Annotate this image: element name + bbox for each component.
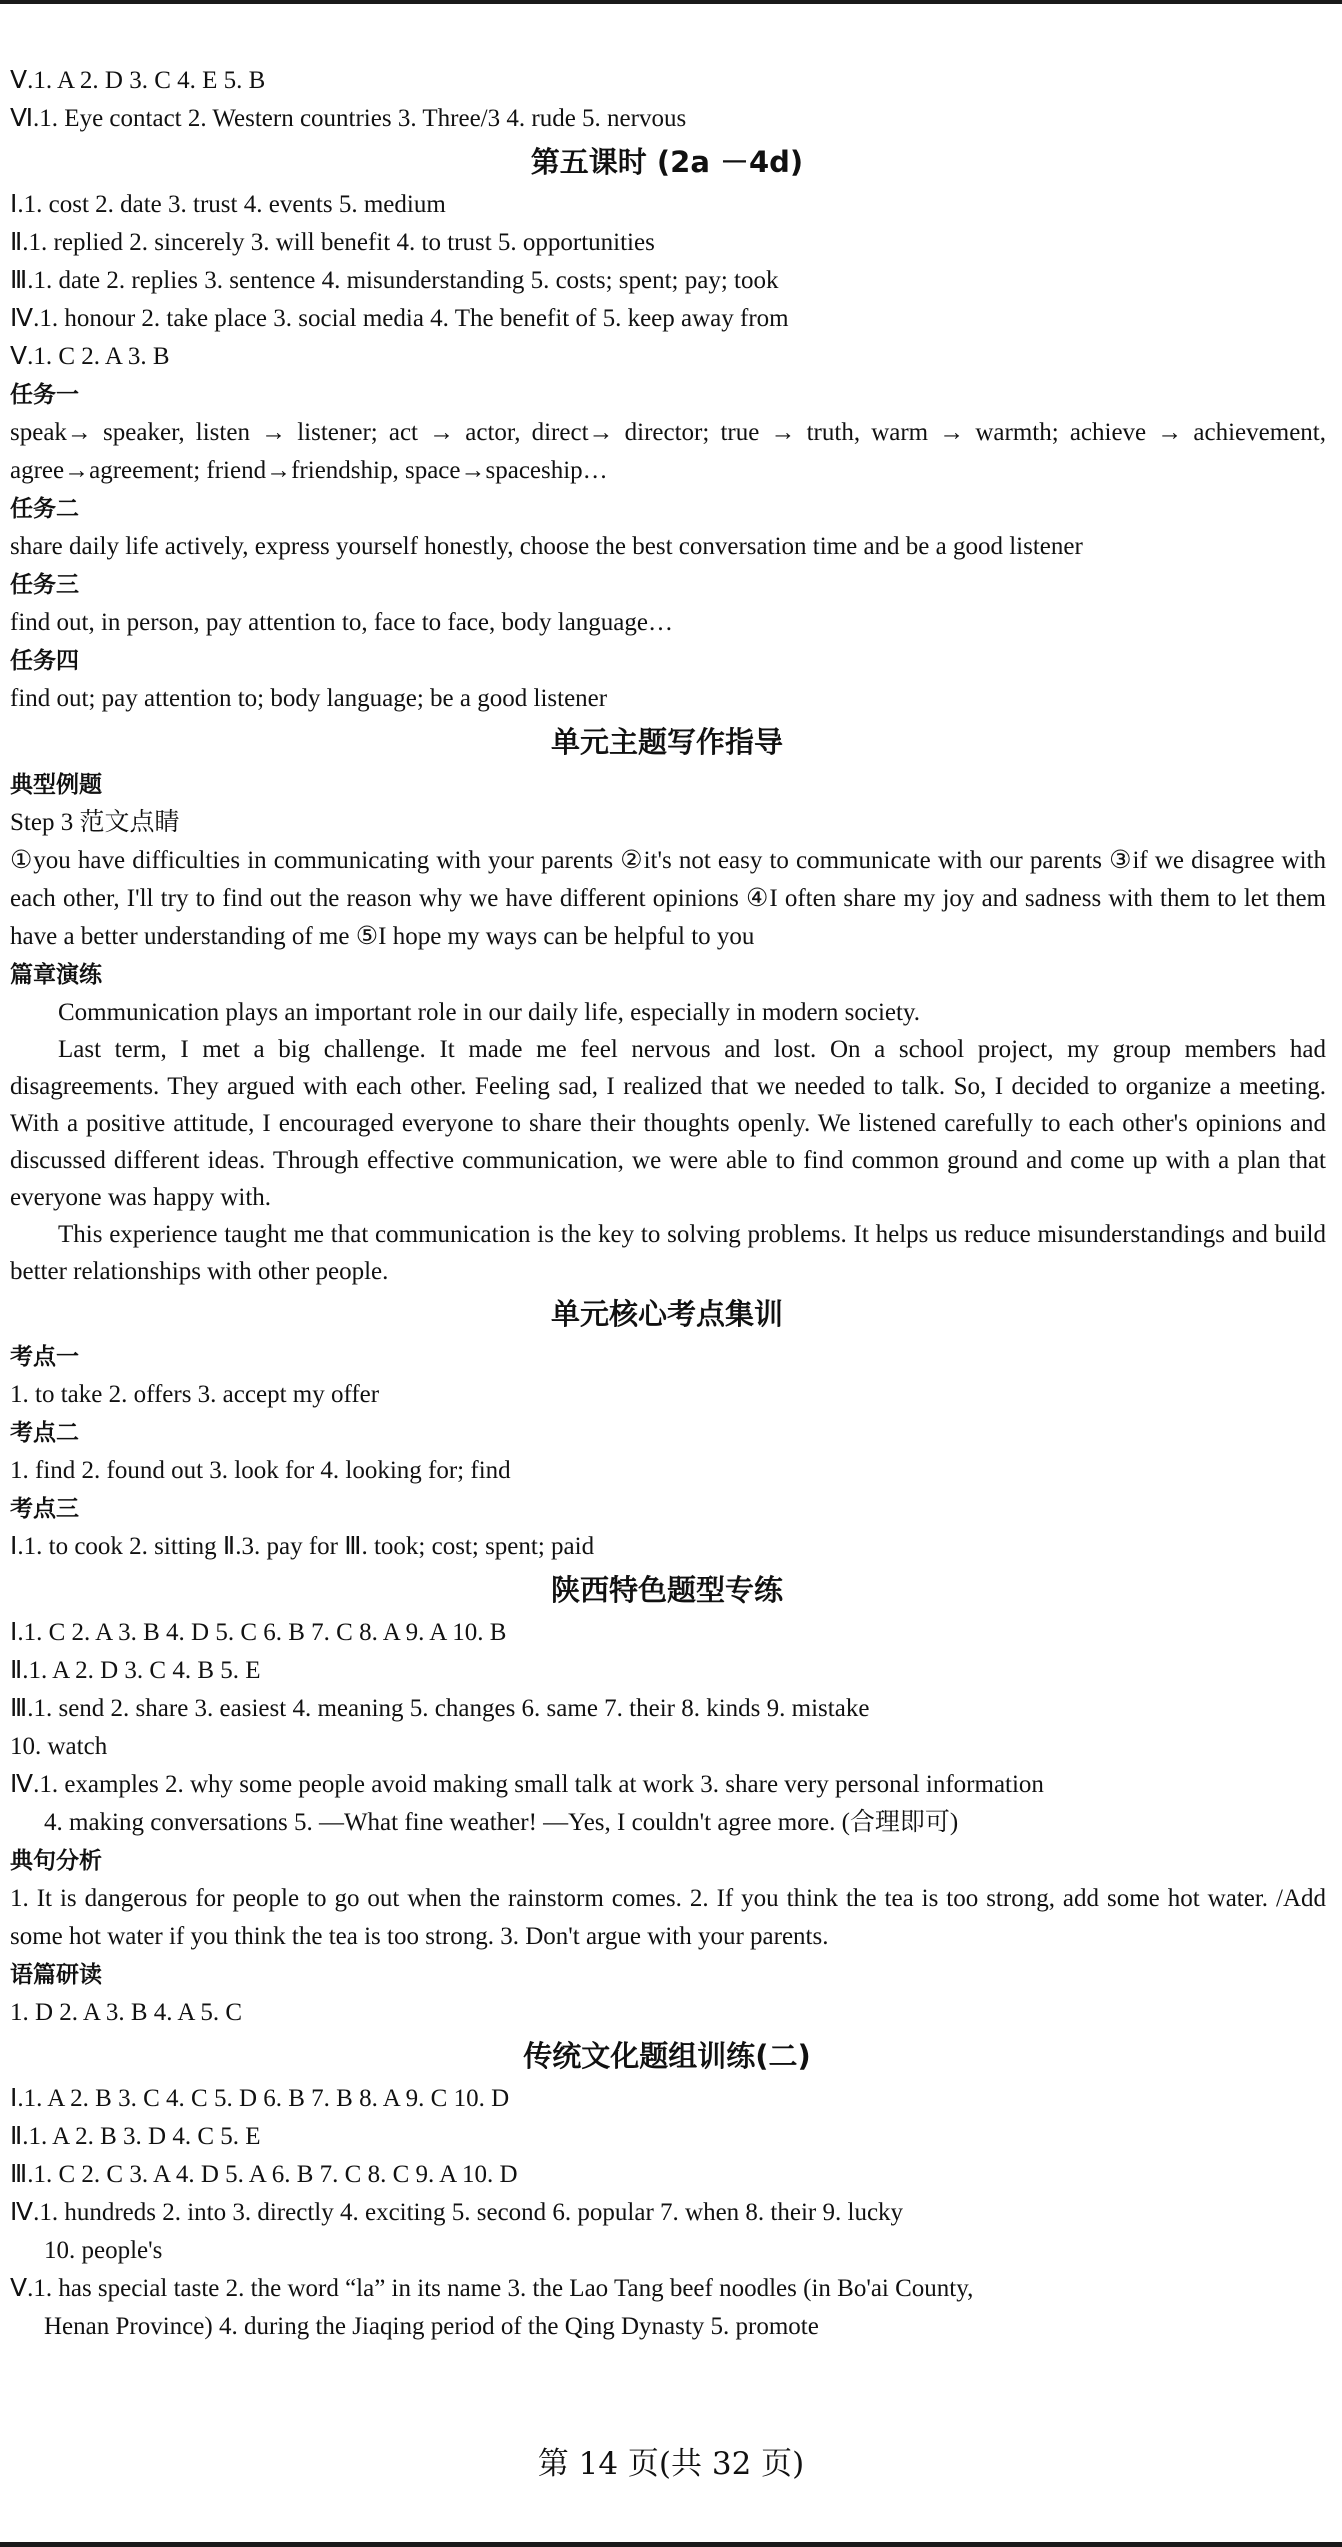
answer-line: Ⅲ.1. C 2. C 3. A 4. D 5. A 6. B 7. C 8. C 9. A 10. D	[10, 2161, 518, 2188]
answer-line: Ⅱ.1. A 2. B 3. D 4. C 5. E	[10, 2123, 261, 2150]
task-label: 任务三	[10, 572, 79, 598]
answer-page	[8, 62, 1326, 2346]
answer-line: 10. watch	[10, 1733, 108, 1760]
top-rule	[0, 0, 1342, 4]
answer-line: Ⅰ.1. C 2. A 3. B 4. D 5. C 6. B 7. C 8. A 9. A 10. B	[10, 1619, 507, 1646]
reading-label: 语篇研读	[10, 1962, 102, 1988]
model-sentences: ①you have difficulties in communicating with your parents ②it's not easy to communicate with our parents ③if we disagree with each other, I'll try to find out the reason why we have different opinions ④I often share my joy and sadness with them to let them have a better understanding of me ⑤I hope my ways can be helpful to you	[10, 847, 1326, 950]
section-title-culture: 传统文化题组训练(二)	[523, 2039, 811, 2073]
practice-label: 篇章演练	[10, 962, 102, 988]
point-label: 考点二	[10, 1420, 79, 1446]
task-label: 任务一	[10, 382, 79, 408]
step-label: Step 3 范文点睛	[10, 809, 180, 836]
answer-line: Ⅴ.1. has special taste 2. the word “la” in its name 3. the Lao Tang beef noodles (in Bo'ai County,	[10, 2275, 974, 2302]
answer-line: Ⅲ.1. date 2. replies 3. sentence 4. misunderstanding 5. costs; spent; pay; took	[10, 267, 779, 294]
answer-line: Ⅰ.1. to cook 2. sitting Ⅱ.3. pay for Ⅲ. took; cost; spent; paid	[10, 1533, 595, 1560]
answer-line: Ⅳ.1. honour 2. take place 3. social media 4. The benefit of 5. keep away from	[10, 305, 789, 332]
answer-line: 10. people's	[44, 2237, 163, 2264]
essay-paragraph: Last term, I met a big challenge. It made me feel nervous and lost. On a school project, my group members had disagreements. They argued with each other. Feeling sad, I realized that we needed to talk. So, I decided to organize a meeting. With a positive attitude, I encouraged everyone to share their thoughts openly. We listened carefully to each other's opinions and discussed different ideas. Through effective communication, we were able to find common ground and come up with a plan that everyone was happy with.	[10, 1036, 1326, 1211]
point-label: 考点一	[10, 1344, 79, 1370]
answer-line: 1. D 2. A 3. B 4. A 5. C	[10, 1999, 242, 2026]
point-label: 考点三	[10, 1496, 79, 1522]
section-title-core: 单元核心考点集训	[550, 1297, 783, 1331]
answer-line: 1. find 2. found out 3. look for 4. looking for; find	[10, 1457, 511, 1484]
answer-line: Ⅴ.1. C 2. A 3. B	[10, 343, 170, 370]
answer-line: Henan Province) 4. during the Jiaqing period of the Qing Dynasty 5. promote	[44, 2313, 819, 2340]
analysis-label: 典句分析	[10, 1848, 102, 1874]
task-text: find out, in person, pay attention to, face to face, body language…	[10, 609, 673, 636]
task-text: find out; pay attention to; body language; be a good listener	[10, 685, 608, 712]
section-title-writing: 单元主题写作指导	[550, 725, 783, 759]
answer-line: 1. to take 2. offers 3. accept my offer	[10, 1381, 380, 1408]
answer-line: Ⅱ.1. A 2. D 3. C 4. B 5. E	[10, 1657, 261, 1684]
answer-line: Ⅲ.1. send 2. share 3. easiest 4. meaning 5. changes 6. same 7. their 8. kinds 9. mistake	[10, 1695, 870, 1722]
answer-line: Ⅰ.1. A 2. B 3. C 4. C 5. D 6. B 7. B 8. A 9. C 10. D	[10, 2085, 510, 2112]
bottom-rule	[0, 2542, 1342, 2547]
task-text: speak→ speaker, listen → listener; act → actor, direct→ director; true → truth, warm → warmth; achieve → achievement, agree→agreement; friend→friendship, space→spaceship…	[10, 419, 1326, 484]
answer-line: Ⅰ.1. cost 2. date 3. trust 4. events 5. medium	[10, 191, 446, 218]
answer-line: Ⅳ.1. examples 2. why some people avoid making small talk at work 3. share very personal information	[10, 1771, 1044, 1798]
example-label: 典型例题	[10, 772, 102, 798]
answer-line: Ⅱ.1. replied 2. sincerely 3. will benefit 4. to trust 5. opportunities	[10, 229, 655, 256]
answer-line: Ⅵ.1. Eye contact 2. Western countries 3. Three/3 4. rude 5. nervous	[10, 105, 687, 132]
answer-line: Ⅴ.1. A 2. D 3. C 4. E 5. B	[10, 67, 266, 94]
task-text: share daily life actively, express yourself honestly, choose the best conversation time and be a good listener	[10, 533, 1083, 560]
section-title-shaanxi: 陕西特色题型专练	[550, 1573, 783, 1607]
task-label: 任务四	[10, 648, 79, 674]
section-title-lesson5: 第五课时 (2a －4d)	[530, 145, 804, 179]
page-number: 第 14 页(共 32 页)	[537, 2446, 805, 2482]
essay-paragraph: This experience taught me that communication is the key to solving problems. It helps us reduce misunderstandings and build better relationships with other people.	[10, 1221, 1326, 1285]
analysis-text: 1. It is dangerous for people to go out when the rainstorm comes. 2. If you think the tea is too strong, add some hot water. /Add some hot water if you think the tea is too strong. 3. Don't argue with your parents.	[10, 1885, 1326, 1950]
answer-line: 4. making conversations 5. —What fine weather! —Yes, I couldn't agree more. (合理即可)	[44, 1809, 959, 1836]
task-label: 任务二	[10, 496, 79, 522]
answer-line: Ⅳ.1. hundreds 2. into 3. directly 4. exciting 5. second 6. popular 7. when 8. their 9. lucky	[10, 2199, 904, 2226]
essay-paragraph: Communication plays an important role in our daily life, especially in modern society.	[58, 999, 921, 1026]
